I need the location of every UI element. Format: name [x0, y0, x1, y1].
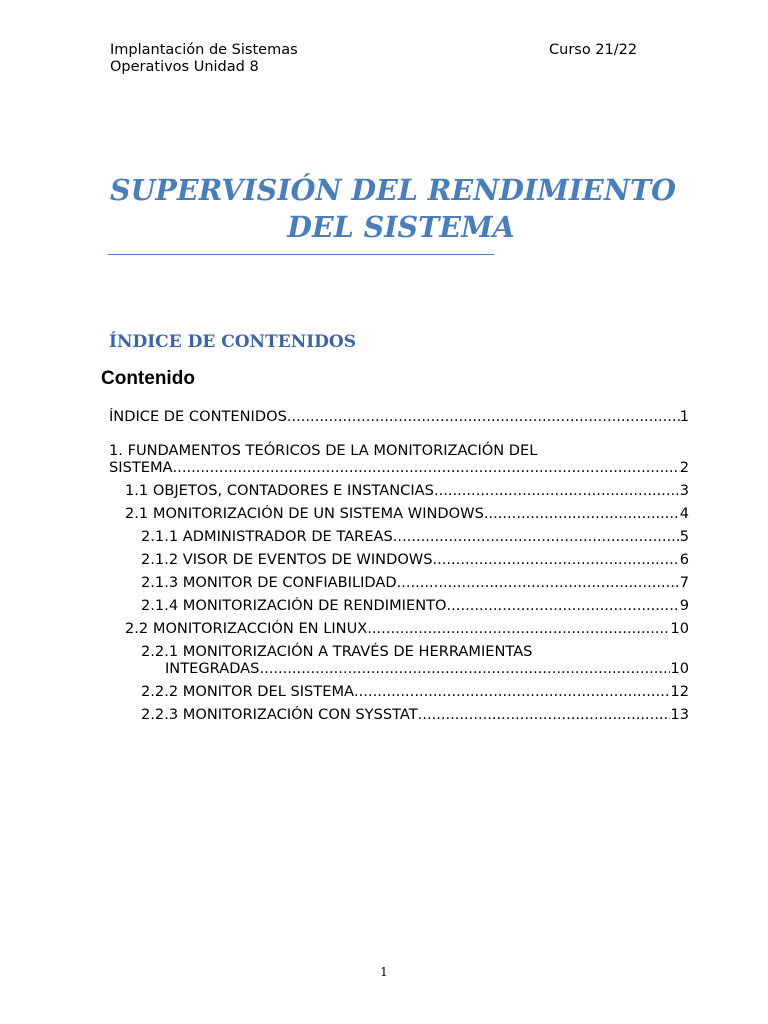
- toc-leader-dots: [354, 683, 670, 700]
- toc-page-number: 1: [679, 408, 689, 425]
- toc-page-number: 10: [670, 660, 689, 677]
- toc-entry-text: 2.1.2 VISOR DE EVENTOS DE WINDOWS: [141, 551, 433, 568]
- toc-entry-sysstat[interactable]: [141, 706, 689, 723]
- index-heading: ÍNDICE DE CONTENIDOS: [109, 332, 357, 352]
- toc-entry-administrador[interactable]: [141, 528, 689, 545]
- toc-page-number: 6: [679, 551, 689, 568]
- toc-page-number: 5: [679, 528, 689, 545]
- toc-entry-confiabilidad[interactable]: [141, 574, 689, 591]
- toc-entry-herramientas[interactable]: [141, 643, 689, 677]
- header-course: Curso 21/22: [549, 42, 638, 58]
- toc-page-number: 3: [679, 482, 689, 499]
- document-title: [108, 172, 678, 246]
- toc-entry-text: 2.1.3 MONITOR DE CONFIABILIDAD: [141, 574, 397, 591]
- toc-page-number: 2: [679, 459, 689, 476]
- toc-heading: Contenido: [101, 368, 195, 389]
- toc-entry-text-line-1: 1. FUNDAMENTOS TEÓRICOS DE LA MONITORIZACIÓN DEL: [109, 442, 538, 459]
- toc-entry-text: 2.2 MONITORIZACCIÓN EN LINUX: [125, 620, 368, 637]
- toc-entry-indice[interactable]: [109, 408, 689, 425]
- toc-entry-text: 2.1.4 MONITORIZACIÓN DE RENDIMIENTO: [141, 597, 447, 614]
- toc-entry-text: INTEGRADAS: [165, 660, 260, 677]
- toc-page-number: 9: [679, 597, 689, 614]
- toc-entry-monitor-sistema[interactable]: [141, 683, 689, 700]
- header-title-line-1: Implantación de Sistemas: [110, 42, 298, 58]
- toc-entry-text: 2.2.3 MONITORIZACIÓN CON SYSSTAT: [141, 706, 418, 723]
- toc-leader-dots: [173, 459, 680, 476]
- toc-entry-text: ÍNDICE DE CONTENIDOS: [109, 408, 287, 425]
- toc-page-number: 10: [670, 620, 689, 637]
- toc-entry-text: 1.1 OBJETOS, CONTADORES E INSTANCIAS: [125, 482, 434, 499]
- toc-entry-windows[interactable]: [125, 505, 689, 522]
- toc-entry-linux[interactable]: [125, 620, 689, 637]
- title-underline: [108, 254, 494, 255]
- toc-entry-text: 2.1.1 ADMINISTRADOR DE TAREAS: [141, 528, 393, 545]
- toc-leader-dots: [484, 505, 680, 522]
- toc-page-number: 4: [679, 505, 689, 522]
- toc-leader-dots: [397, 574, 680, 591]
- title-line-1: SUPERVISIÓN DEL RENDIMIENTO: [109, 173, 676, 207]
- toc-entry-text: 2.1 MONITORIZACIÓN DE UN SISTEMA WINDOWS: [125, 505, 484, 522]
- title-line-2: DEL SISTEMA: [287, 210, 515, 244]
- toc-leader-dots: [447, 597, 680, 614]
- toc-leader-dots: [433, 551, 680, 568]
- toc-leader-dots: [393, 528, 680, 545]
- toc-page-number: 12: [670, 683, 689, 700]
- toc-page-number: 7: [679, 574, 689, 591]
- toc-entry-text-line-1: 2.2.1 MONITORIZACIÓN A TRAVÉS DE HERRAMIENTAS: [141, 643, 533, 660]
- toc-entry-visor[interactable]: [141, 551, 689, 568]
- toc-leader-dots: [287, 408, 680, 425]
- toc-entry-text: SISTEMA: [109, 459, 173, 476]
- toc-entry-fundamentos[interactable]: [109, 442, 689, 476]
- toc-entry-rendimiento[interactable]: [141, 597, 689, 614]
- toc-leader-dots: [367, 620, 670, 637]
- toc-leader-dots: [418, 706, 671, 723]
- toc-entry-text: 2.2.2 MONITOR DEL SISTEMA: [141, 683, 355, 700]
- toc-leader-dots: [434, 482, 680, 499]
- page-number: 1: [380, 965, 388, 979]
- header-title-line-2: Operativos Unidad 8: [110, 59, 259, 75]
- header-document-title: [110, 42, 298, 76]
- toc-entry-objetos[interactable]: [125, 482, 689, 499]
- toc-page-number: 13: [670, 706, 689, 723]
- toc-leader-dots: [259, 660, 670, 677]
